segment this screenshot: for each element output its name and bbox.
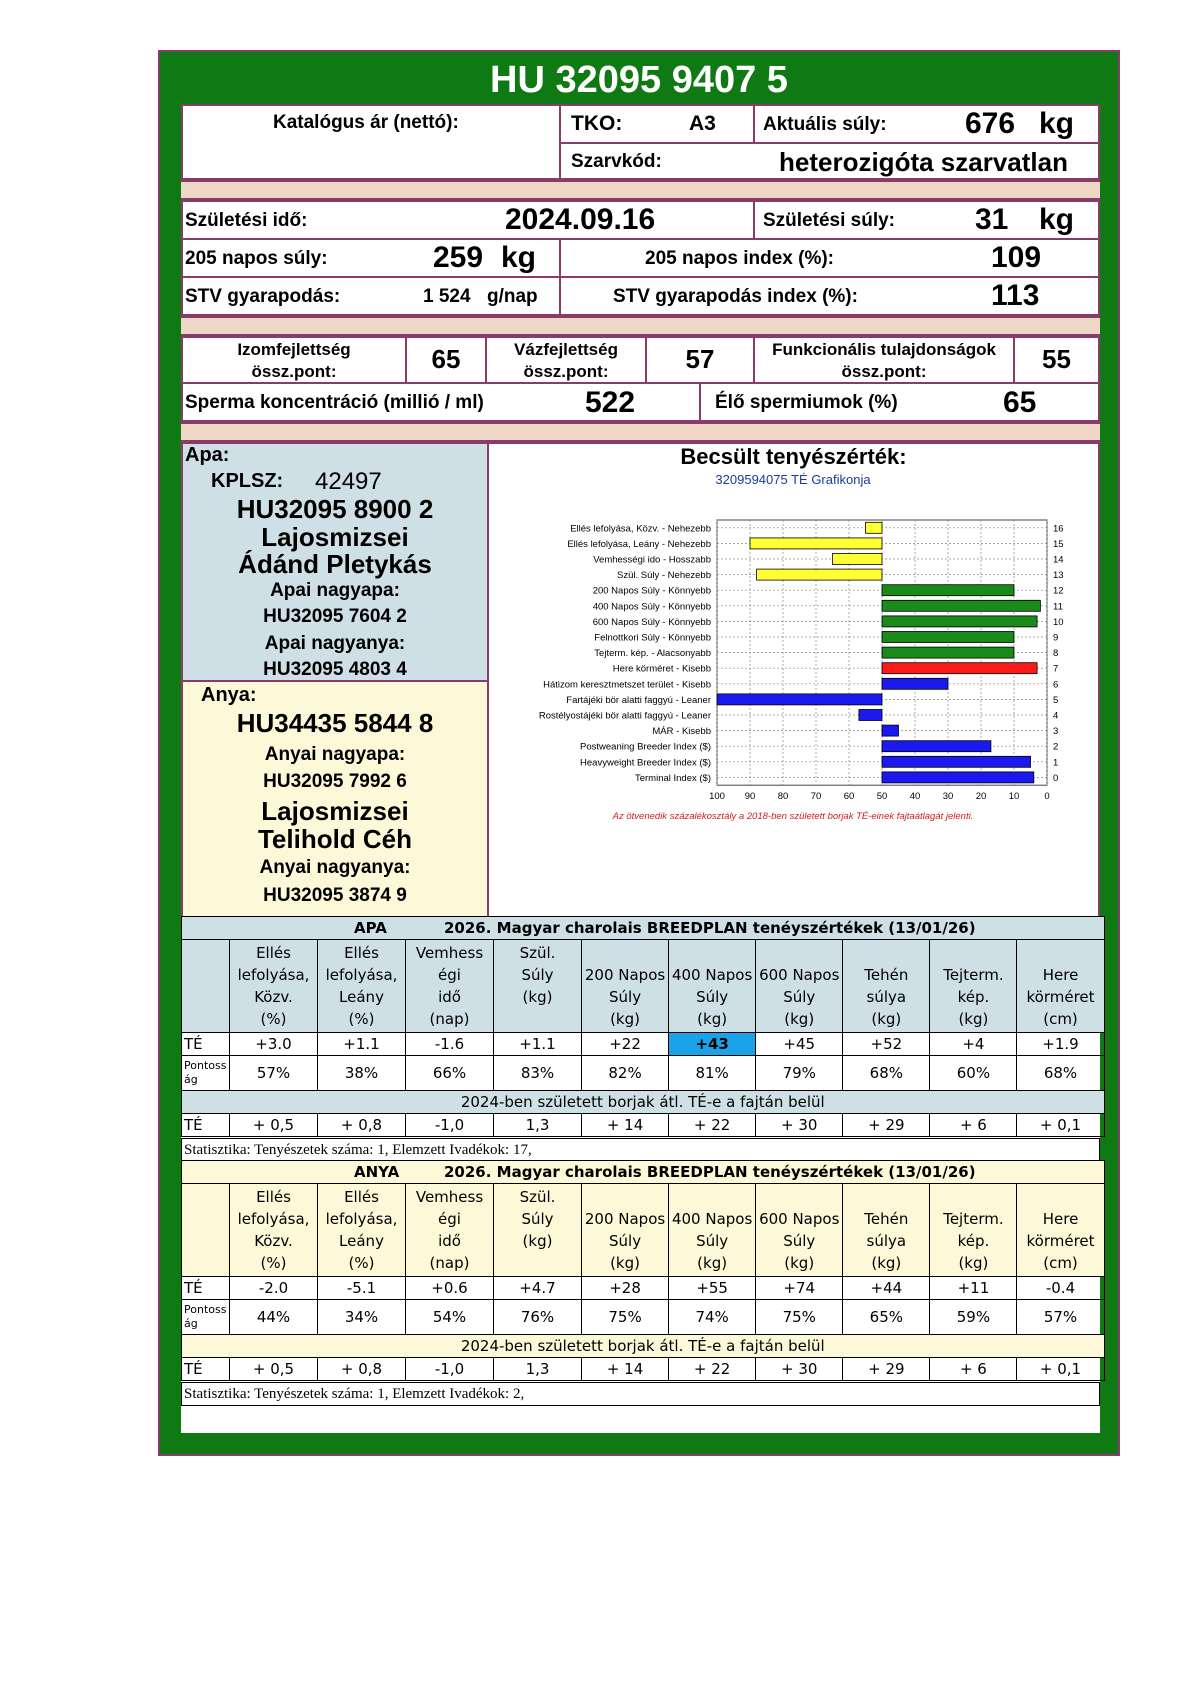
document-frame (158, 50, 1120, 1456)
ebv-row (182, 1033, 1105, 1056)
x-tick-label: 10 (1008, 791, 1020, 803)
table-heading: 2026. Magyar charolais BREEDPLAN tenéyszértékek (13/01/26) (444, 919, 976, 937)
functional-score-cell (1013, 336, 1100, 384)
sperm-concentration-value: 522 (585, 386, 636, 419)
right-axis-label: 14 (1053, 554, 1064, 566)
average-heading: 2024-ben született borjak átl. TÉ-e a fajtán belül (182, 1091, 1105, 1114)
average-heading-row (182, 1335, 1105, 1358)
accuracy-cell: 54% (406, 1300, 494, 1335)
average-cell: + 0,8 (318, 1358, 406, 1381)
average-cell: + 0,1 (1017, 1114, 1104, 1137)
sire-sire-id: HU32095 7604 2 (263, 606, 407, 627)
ebv-bar-chart (489, 472, 1098, 912)
weight-205-label: 205 napos súly: (185, 248, 328, 269)
stv-gain-cell (181, 276, 561, 316)
accuracy-cell: 76% (494, 1300, 582, 1335)
dam-statistics: Statisztika: Tenyészetek száma: 1, Elemzett Ivadékok: 2, (181, 1382, 1100, 1406)
sire-heading: Apa: (185, 444, 230, 466)
average-row (182, 1358, 1105, 1381)
tko-value: A3 (689, 112, 716, 135)
category-label: Hátizom keresztmetszet terület - Kisebb (543, 679, 711, 691)
category-label: MÁR - Kisebb (652, 726, 711, 738)
accuracy-cell: 75% (582, 1300, 669, 1335)
column-header: 200 Napos Súly (kg) (582, 940, 669, 1033)
average-cell: + 14 (582, 1114, 669, 1137)
category-label: 600 Napos Súly - Könnyebb (592, 616, 711, 628)
dam-sire-name-line1: Lajosmizsei (261, 796, 409, 826)
live-sperm-cell (699, 382, 1100, 422)
ebv-row-label: TÉ (182, 1277, 230, 1300)
ebv-bar (882, 600, 1040, 611)
category-label: Tejterm. kép. - Alacsonyabb (594, 648, 711, 660)
accuracy-row-label: Pontoss ág (182, 1056, 230, 1091)
column-header: Ellés lefolyása, Közv. (%) (230, 940, 318, 1033)
dam-pedigree-box (181, 680, 489, 918)
sire-pedigree-box (181, 442, 489, 682)
accuracy-cell: 82% (582, 1056, 669, 1091)
right-axis-label: 6 (1053, 679, 1059, 691)
x-tick-label: 80 (777, 791, 789, 803)
accuracy-cell: 83% (494, 1056, 582, 1091)
live-sperm-value: 65 (1003, 386, 1037, 419)
separator-band (181, 180, 1100, 200)
tko-label: TKO: (571, 112, 623, 135)
category-label: Ellés lefolyása, Közv. - Nehezebb (570, 523, 711, 535)
column-header: Tehén súlya (kg) (843, 1184, 930, 1277)
column-header: 600 Napos Súly (kg) (756, 940, 843, 1033)
ebv-row (182, 1277, 1105, 1300)
table-who: APA (354, 919, 387, 937)
frame-score-cell (645, 336, 755, 384)
table-who: ANYA (354, 1163, 400, 1181)
kplsz-value: 42497 (315, 468, 382, 495)
average-cell: + 29 (843, 1114, 930, 1137)
right-axis-label: 11 (1053, 601, 1063, 613)
ebv-cell: +11 (930, 1277, 1017, 1300)
kplsz-label: KPLSZ: (211, 470, 284, 492)
right-axis-label: 15 (1053, 538, 1064, 550)
index-205-cell (559, 238, 1100, 278)
frame-label-cell (485, 336, 647, 384)
dam-dam-id: HU32095 3874 9 (263, 885, 407, 906)
index-205-label: 205 napos index (%): (645, 248, 834, 269)
ebv-cell: +1.9 (1017, 1033, 1104, 1056)
stv-index-label: STV gyarapodás index (%): (613, 286, 858, 307)
document-body (181, 104, 1100, 1433)
column-header: Vemhess égi idő (nap) (406, 1184, 494, 1277)
column-header: Ellés lefolyása, Leány (%) (318, 940, 406, 1033)
average-cell: + 6 (930, 1358, 1017, 1381)
ebv-bar (833, 554, 883, 565)
dam-sire-label: Anyai nagyapa: (264, 744, 406, 765)
current-weight-value: 676 (965, 107, 1016, 140)
average-cell: + 22 (669, 1358, 756, 1381)
average-cell: 1,3 (494, 1114, 582, 1137)
table-title-row (182, 1161, 1105, 1184)
column-header: 400 Napos Súly (kg) (669, 940, 756, 1033)
column-header: Here körméret (cm) (1017, 940, 1104, 1033)
accuracy-cell: 65% (843, 1300, 930, 1335)
functional-label-cell (753, 336, 1015, 384)
ebv-cell: +43 (669, 1033, 756, 1056)
separator-band (181, 316, 1100, 336)
category-label: Fartájéki bör alatti faggyú - Leaner (566, 694, 711, 706)
chart-subtitle: 3209594075 TÉ Grafikonja (715, 472, 871, 487)
birth-weight-label: Születési súly: (763, 210, 895, 231)
chart-footnote: Az ötvenedik százalékosztály a 2018-ben született borjak TÉ-einek fajtaátlagát jelenti. (612, 811, 974, 823)
index-205-value: 109 (991, 241, 1042, 274)
ebv-cell: +4 (930, 1033, 1017, 1056)
live-sperm-label: Élő spermiumok (%) (715, 392, 898, 413)
stv-gain-label: STV gyarapodás: (185, 286, 341, 307)
average-cell: + 0,5 (230, 1358, 318, 1381)
ebv-chart-panel (487, 442, 1100, 918)
horn-code-label: Szarvkód: (571, 151, 662, 172)
column-header: Tejterm. kép. (kg) (930, 1184, 1017, 1277)
column-header: Ellés lefolyása, Közv. (%) (230, 1184, 318, 1277)
right-axis-label: 5 (1053, 694, 1059, 706)
average-cell: + 22 (669, 1114, 756, 1137)
column-header: Tehén súlya (kg) (843, 940, 930, 1033)
accuracy-cell: 81% (669, 1056, 756, 1091)
sire-statistics: Statisztika: Tenyészetek száma: 1, Elemzett Ivadékok: 17, (181, 1138, 1100, 1162)
category-label: Felnottkori Súly - Könnyebb (594, 632, 711, 644)
functional-score-value: 55 (1042, 344, 1071, 374)
category-label: Vemhességi ido - Hosszabb (593, 554, 711, 566)
ebv-bar (882, 663, 1037, 674)
functional-label-2: össz.pont: (841, 362, 927, 381)
column-header: Here körméret (cm) (1017, 1184, 1104, 1277)
muscle-label-2: össz.pont: (251, 362, 337, 381)
right-axis-label: 4 (1053, 710, 1059, 722)
column-header: Szül. Súly (kg) (494, 940, 582, 1033)
tko-cell (559, 104, 755, 144)
accuracy-cell: 38% (318, 1056, 406, 1091)
muscle-label-1: Izomfejlettség (237, 340, 351, 359)
average-cell: + 29 (843, 1358, 930, 1381)
dam-ebv-table (181, 1160, 1105, 1381)
category-label: Heavyweight Breeder Index ($) (580, 757, 711, 769)
right-axis-label: 7 (1053, 663, 1059, 675)
sperm-concentration-label: Sperma koncentráció (millió / ml) (185, 392, 484, 413)
stv-gain-unit: g/nap (487, 286, 538, 307)
average-cell: + 0,5 (230, 1114, 318, 1137)
ebv-bar (882, 772, 1034, 783)
sire-name-line2: Ádánd Pletykás (238, 549, 432, 579)
ebv-cell: +55 (669, 1277, 756, 1300)
horn-code-value: heterozigóta szarvatlan (779, 147, 1068, 177)
x-tick-label: 30 (942, 791, 954, 803)
column-header: 200 Napos Súly (kg) (582, 1184, 669, 1277)
average-row-label: TÉ (182, 1358, 230, 1381)
ebv-cell: +44 (843, 1277, 930, 1300)
accuracy-cell: 68% (1017, 1056, 1104, 1091)
right-axis-label: 0 (1053, 772, 1059, 784)
birth-date-value: 2024.09.16 (505, 203, 656, 236)
ebv-cell: -0.4 (1017, 1277, 1104, 1300)
category-label: Terminal Index ($) (634, 772, 711, 784)
stv-index-cell (559, 276, 1100, 316)
x-tick-label: 60 (843, 791, 855, 803)
right-axis-label: 12 (1053, 585, 1064, 597)
frame-score-value: 57 (685, 344, 715, 374)
accuracy-row (182, 1300, 1105, 1335)
muscle-label-cell (181, 336, 407, 384)
ebv-cell: +4.7 (494, 1277, 582, 1300)
ebv-bar (882, 632, 1014, 643)
x-tick-label: 40 (909, 791, 921, 803)
accuracy-cell: 34% (318, 1300, 406, 1335)
accuracy-cell: 75% (756, 1300, 843, 1335)
ebv-bar (859, 710, 882, 721)
ebv-bar (882, 678, 948, 689)
column-header: 600 Napos Súly (kg) (756, 1184, 843, 1277)
average-heading-row (182, 1091, 1105, 1114)
separator-band (181, 422, 1100, 442)
current-weight-cell (753, 104, 1100, 144)
x-tick-label: 100 (709, 791, 725, 803)
right-axis-label: 13 (1053, 570, 1064, 582)
average-cell: + 0,8 (318, 1114, 406, 1137)
ebv-bar (882, 756, 1031, 767)
right-axis-label: 3 (1053, 726, 1059, 738)
average-cell: + 30 (756, 1358, 843, 1381)
average-cell: + 30 (756, 1114, 843, 1137)
category-label: Ellés lefolyása, Leány - Nehezebb (567, 538, 711, 550)
ebv-cell: +3.0 (230, 1033, 318, 1056)
ebv-bar (866, 522, 883, 533)
weight-205-cell (181, 238, 561, 278)
table-header-row (182, 940, 1105, 1033)
table-header-row (182, 1184, 1105, 1277)
average-heading: 2024-ben született borjak átl. TÉ-e a fajtán belül (182, 1335, 1105, 1358)
category-label: Szül. Súly - Nehezebb (617, 570, 711, 582)
accuracy-cell: 57% (230, 1056, 318, 1091)
frame-label-2: össz.pont: (523, 362, 609, 381)
x-tick-label: 20 (975, 791, 987, 803)
column-header: Ellés lefolyása, Leány (%) (318, 1184, 406, 1277)
chart-panel-title: Becsült tenyészérték: (680, 444, 907, 469)
average-cell: 1,3 (494, 1358, 582, 1381)
ebv-bar (757, 569, 882, 580)
ebv-cell: +52 (843, 1033, 930, 1056)
weight-205-unit: kg (501, 241, 537, 274)
catalog-price-cell (181, 104, 561, 180)
ebv-row-label: TÉ (182, 1033, 230, 1056)
accuracy-row (182, 1056, 1105, 1091)
right-axis-label: 1 (1053, 757, 1059, 769)
accuracy-cell: 59% (930, 1300, 1017, 1335)
ebv-cell: +28 (582, 1277, 669, 1300)
sire-dam-label: Apai nagyanya: (264, 633, 406, 654)
average-cell: -1,0 (406, 1358, 494, 1381)
horn-code-cell (559, 142, 1100, 180)
ebv-cell: +22 (582, 1033, 669, 1056)
dam-id: HU34435 5844 8 (236, 708, 434, 738)
right-axis-label: 2 (1053, 741, 1059, 753)
x-tick-label: 0 (1044, 791, 1050, 803)
average-cell: + 14 (582, 1358, 669, 1381)
ebv-cell: -1.6 (406, 1033, 494, 1056)
ebv-cell: +1.1 (494, 1033, 582, 1056)
column-header: Szül. Súly (kg) (494, 1184, 582, 1277)
average-cell: + 0,1 (1017, 1358, 1104, 1381)
ebv-bar (882, 647, 1014, 658)
right-axis-label: 10 (1053, 616, 1064, 628)
x-tick-label: 70 (810, 791, 822, 803)
muscle-score-cell (405, 336, 487, 384)
x-tick-label: 90 (744, 791, 756, 803)
sire-ebv-table (181, 916, 1105, 1137)
ebv-cell: +45 (756, 1033, 843, 1056)
birth-weight-cell (753, 200, 1100, 240)
right-axis-label: 16 (1053, 523, 1064, 535)
average-cell: + 6 (930, 1114, 1017, 1137)
ebv-bar (882, 725, 899, 736)
accuracy-cell: 60% (930, 1056, 1017, 1091)
accuracy-cell: 79% (756, 1056, 843, 1091)
sire-dam-id: HU32095 4803 4 (263, 659, 407, 680)
ebv-bar (882, 616, 1037, 627)
x-tick-label: 50 (876, 791, 888, 803)
accuracy-cell: 66% (406, 1056, 494, 1091)
current-weight-label: Aktuális súly: (763, 114, 887, 135)
accuracy-cell: 74% (669, 1300, 756, 1335)
ebv-cell: +0.6 (406, 1277, 494, 1300)
table-title-row (182, 917, 1105, 940)
category-label: 400 Napos Súly - Könnyebb (592, 601, 711, 613)
dam-heading: Anya: (201, 684, 257, 706)
category-label: 200 Napos Súly - Könnyebb (592, 585, 711, 597)
average-row-label: TÉ (182, 1114, 230, 1137)
muscle-score-value: 65 (431, 344, 461, 374)
category-label: Rostélyostájéki bör alatti faggyú - Leaner (538, 710, 711, 722)
birth-date-cell (181, 200, 755, 240)
birth-weight-unit: kg (1039, 203, 1075, 236)
ebv-cell: -2.0 (230, 1277, 318, 1300)
birth-weight-value: 31 (975, 203, 1009, 236)
stv-index-value: 113 (991, 279, 1040, 312)
dam-sire-id: HU32095 7992 6 (263, 771, 407, 792)
average-cell: -1,0 (406, 1114, 494, 1137)
animal-id-title: HU 32095 9407 5 (490, 59, 788, 101)
accuracy-row-label: Pontoss ág (182, 1300, 230, 1335)
accuracy-cell: 68% (843, 1056, 930, 1091)
sire-sire-label: Apai nagyapa: (270, 580, 400, 601)
stv-gain-value: 1 524 (423, 286, 471, 307)
catalog-price-label: Katalógus ár (nettó): (273, 112, 459, 133)
table-heading: 2026. Magyar charolais BREEDPLAN tenéyszértékek (13/01/26) (444, 1163, 976, 1181)
ebv-bar (882, 585, 1014, 596)
right-axis-label: 9 (1053, 632, 1059, 644)
ebv-cell: -5.1 (318, 1277, 406, 1300)
sperm-concentration-cell (181, 382, 701, 422)
accuracy-cell: 57% (1017, 1300, 1104, 1335)
functional-label-1: Funkcionális tulajdonságok (772, 340, 996, 359)
column-header: 400 Napos Súly (kg) (669, 1184, 756, 1277)
dam-sire-name-line2: Telihold Céh (257, 824, 413, 854)
accuracy-cell: 44% (230, 1300, 318, 1335)
right-axis-label: 8 (1053, 648, 1059, 660)
average-row (182, 1114, 1105, 1137)
ebv-bar (717, 694, 882, 705)
sire-name-line1: Lajosmizsei (261, 522, 409, 552)
column-header: Vemhess égi idő (nap) (406, 940, 494, 1033)
category-label: Postweaning Breeder Index ($) (580, 741, 711, 753)
ebv-bar (882, 741, 991, 752)
weight-205-value: 259 (433, 241, 484, 274)
dam-dam-label: Anyai nagyanya: (259, 857, 411, 878)
current-weight-unit: kg (1039, 107, 1075, 140)
ebv-cell: +1.1 (318, 1033, 406, 1056)
sire-id: HU32095 8900 2 (236, 494, 434, 524)
ebv-cell: +74 (756, 1277, 843, 1300)
category-label: Here körméret - Kisebb (612, 663, 711, 675)
column-header: Tejterm. kép. (kg) (930, 940, 1017, 1033)
frame-label-1: Vázfejlettség (514, 340, 618, 359)
ebv-bar (750, 538, 882, 549)
birth-date-label: Születési idő: (185, 210, 308, 231)
